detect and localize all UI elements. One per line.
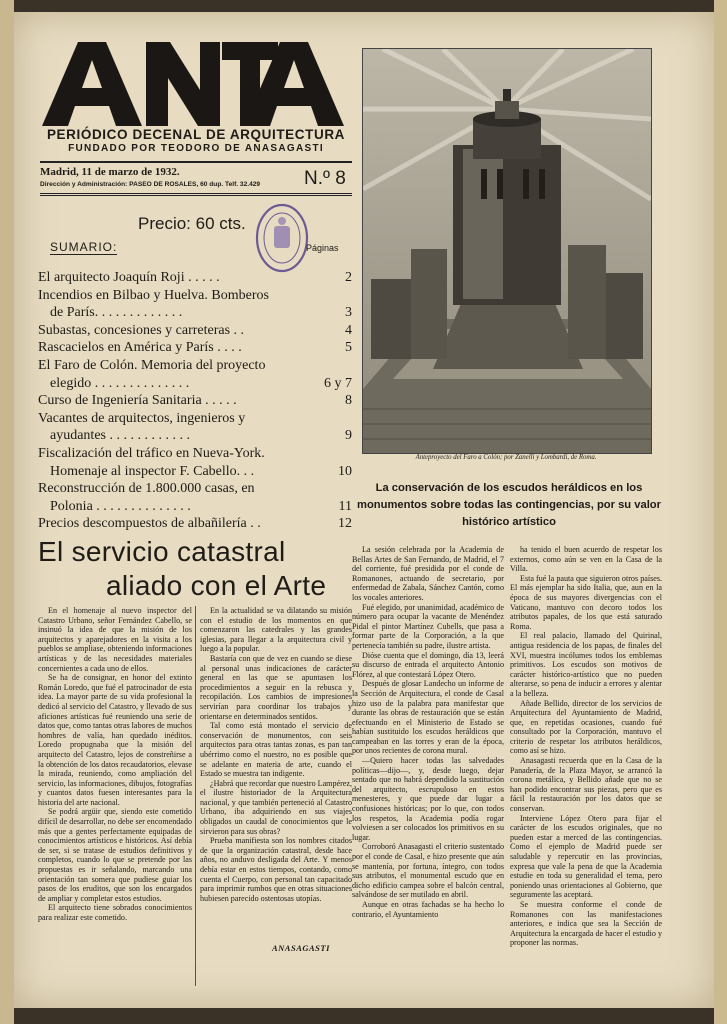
price-label: Precio: 60 cts. xyxy=(138,214,246,233)
summary-item-page: 11 xyxy=(338,498,352,514)
summary-item xyxy=(38,304,354,322)
summary-heading: SUMARIO: xyxy=(50,240,118,254)
summary-item xyxy=(38,480,354,498)
summary-item-page: 9 xyxy=(345,428,352,444)
heraldry-column-2 xyxy=(510,545,662,948)
summary-item-title: Homenaje al inspector F. Cabello. . . xyxy=(50,463,255,479)
catastro-title-line1: El servicio catastral xyxy=(38,536,286,567)
summary-item xyxy=(38,498,354,516)
newspaper-page xyxy=(14,12,714,1008)
article-paragraph: Bastaría con que de vez en cuando se diese al personal unas indicaciones de carácter general en las que se apuntasen los procedimientos a seguir en la rebusca y recopilación. Los cambios de impresiones servirían para coordinar los trabajos y orientarse en determinados sentidos. xyxy=(200,653,352,721)
summary-item-title: El arquitecto Joaquín Roji . . . . . xyxy=(38,270,220,285)
article-paragraph: Dióse cuenta que el domingo, día 13, leerá su discurso de entrada el arquitecto Antonio Flórez, al que contestará López Otero. xyxy=(352,650,504,679)
summary-item-page: 5 xyxy=(345,340,352,356)
summary-item-title: Rascacielos en América y París . . . . xyxy=(38,340,242,356)
article-paragraph: ¿Habrá que recordar que nuestro Lampérez, el ilustre historiador de la Arquitectura nacional, y que también perteneció al Catastro Urbano, iba adquiriendo en sus viajes obligados un caudal de conocimientos que le sirvieron para sus obras? xyxy=(200,778,353,836)
article-paragraph: ha tenido el buen acuerdo de respetar los externos, como aún se ven en la Casa de la Villa. xyxy=(510,545,662,574)
heraldry-headline: La conservación de los escudos heráldicos en los monumentos sobre todas las contingencias, por su valor histórico artístico xyxy=(357,482,661,528)
article-paragraph: Añade Bellido, director de los servicios de Arquitectura del Ayuntamiento de Madrid, que, en repetidas ocasiones, cuando fué consultado por la Corporación, mantuvo el criterio de respetar los atributos heráldicos, como así se hizo. xyxy=(510,698,662,756)
summary-item xyxy=(38,445,354,463)
lighthouse-illustration xyxy=(362,48,652,454)
summary-item-page: 6 y 7 xyxy=(324,375,352,391)
issue-number: N.º 8 xyxy=(304,168,346,189)
issue-date: Madrid, 11 de marzo de 1932. xyxy=(40,166,180,178)
masthead-double-rule xyxy=(40,193,352,196)
summary-item xyxy=(38,287,354,305)
article-paragraph: Esta fué la pauta que siguieron otros países. El más ejemplar ha sido Italia, que, aun en la época de sus mayores divergencias con el Vaticano, mantuvo con decoro todos los atributos papales, de los que está saturado Roma. xyxy=(510,573,662,631)
article-paragraph: Se muestra conforme el conde de Romanones con las manifestaciones anteriores, e indica que sea la Sección de Arquitectura la encargada de hacer el estudio y proponer las normas. xyxy=(510,899,662,948)
summary-item xyxy=(38,463,354,481)
summary-item xyxy=(38,427,354,445)
summary-item xyxy=(38,339,354,357)
summary-item-page: 3 xyxy=(345,305,352,321)
summary-item-page: 4 xyxy=(345,322,352,338)
illustration-caption: Anteproyecto del Faro a Colón; por Zanelli y Lombardi, de Roma. xyxy=(415,454,597,461)
summary-item-page: 12 xyxy=(338,516,352,532)
summary-item-title: Curso de Ingeniería Sanitaria . . . . . xyxy=(38,393,237,409)
summary-item-page: 2 xyxy=(345,270,352,285)
summary-item-title: Incendios en Bilbao y Huelva. Bomberos xyxy=(38,287,269,303)
page-edge-right xyxy=(714,0,727,1024)
summary-item-title: de París. . . . . . . . . . . . . xyxy=(50,305,183,321)
library-stamp-icon xyxy=(254,202,310,274)
article-paragraph: Tal como está montado el servicio de conservación de monumentos, con seis arquitectos para otras tantas zonas, es pan tan ubérrimo como el nuestro, no es posible que se adelante en materia de arte, cuando el Estado se muestra tan indigente. xyxy=(200,721,352,779)
article-paragraph: El arquitecto tiene sobrados conocimientos para realizar este cometido. xyxy=(38,903,192,922)
article-paragraph: Aunque en otras fachadas se ha hecho lo contrario, el Ayuntamiento xyxy=(352,899,504,919)
article-paragraph: Corroboró Anasagasti el criterio sustentado por el conde de Casal, e hizo presente que aún se mantenía, por fortuna, íntegro, con todos sus atributos, el monumental escudo que en dicho edificio campea sobre el balcón central, salvándose de ser mutilado en abril. xyxy=(352,842,504,900)
article-paragraph: Fué elegido, por unanimidad, académico de número para ocupar la vacante de Menéndez Pidal el pintor Martínez Cubells, que pasa a formar parte de la Corporación, a la que pertenecía también su padre, ilustre artista. xyxy=(352,602,504,650)
summary-item xyxy=(38,392,354,410)
pages-heading: Páginas xyxy=(306,243,339,253)
article-paragraph: Anasagasti recuerda que en la Casa de la Panadería, de la Plaza Mayor, se arrancó la corona metálica, y Bellido añade que no se han podido encontrar sus piezas, pero que es fácil la restauración por los datos que se conservan. xyxy=(510,756,662,814)
table-of-contents xyxy=(38,269,354,533)
article-paragraph: La sesión celebrada por la Academia de Bellas Artes de San Fernando, de Madrid, el 7 del corriente, fué presidida por el conde de Romanones, actuando de secretario, por enfermedad de Zabala, Sánchez Cantón, como los vocales anteriores. xyxy=(352,545,504,602)
summary-item-title: Subastas, concesiones y carreteras . . xyxy=(38,322,245,338)
article-paragraph: En el homenaje al nuevo inspector del Catastro Urbano, señor Fernández Cabello, se insinuó la idea de que la misión de los arquitectos y aparejadores en la visita a los pueblos se ampliase, obteniendo informaciones artísticas y de las necesidades materiales concernientes a cada uno de ellos. xyxy=(38,606,192,673)
article-signature: ANASAGASTI xyxy=(272,943,330,953)
summary-item xyxy=(38,515,354,533)
article-paragraph: Se ha de consignar, en honor del extinto Román Loredo, que fué el patrocinador de esta idea. La mayor parte de su vida profesional la dedicó al servicio del Catastro, y llevado de sus aficiones artísticas fué reuniendo una serie de datos que, como tantas otras labores de muchos hombres de valía, han quedado inéditos. Loredo propugnaba que la misión del arquitecto del Catastro, lejos de constreñirse a la obtención de los datos recaudatorios, elevase la mirada, reuniendo, como ampliación del servicio, las informaciones, dibujos, fotografías y cuantos datos fuesen interesantes para la historia del arte nacional. xyxy=(38,673,192,807)
column-divider xyxy=(195,606,196,986)
administration-address: Dirección y Administración: PASEO DE ROSALES, 60 dup. Telf. 32.429 xyxy=(40,181,261,188)
summary-item-title: elegido . . . . . . . . . . . . . . xyxy=(50,375,190,391)
catastro-column-2 xyxy=(200,606,352,903)
masthead-founder: FUNDADO POR TEODORO DE ANASAGASTI xyxy=(68,143,324,154)
article-paragraph: Después de glosar Landecho un informe de la Sección de Arquitectura, el conde de Casal hizo uso de la palabra para manifestar que durante las obras de restauración que se están efectuando en el Ministerio de Estado se habían sustituido los escudos heráldicos que campeaban en las torres y eran de la época, por unos recientes de corona mural. xyxy=(352,679,504,756)
catastro-column-1 xyxy=(38,606,192,923)
summary-item-title: Polonia . . . . . . . . . . . . . . xyxy=(50,498,191,514)
summary-item-page: 8 xyxy=(345,393,352,409)
article-paragraph: Prueba manifiesta son los nombres citados de que la organización catastral, desde hace años, no anduvo desligada del Arte. Y menos debía estar en estos tiempos, contando, como cuenta el Cuerpo, con personal tan capacitado para imprimir rumbos que en otras situaciones hubiesen parecido ostentosas utopías. xyxy=(200,836,352,903)
masthead-subtitle: PERIÓDICO DECENAL DE ARQUITECTURA xyxy=(46,127,346,142)
summary-item xyxy=(38,410,354,428)
catastro-title-line2: aliado con el Arte xyxy=(106,570,327,601)
summary-item-page: 10 xyxy=(338,463,352,479)
masthead-divider xyxy=(40,161,352,163)
article-paragraph: —Quiero hacer todas las salvedades políticas—dijo—, y, desde luego, dejar sentado que no habrá dependido la sustitución del arquitecto, escrupuloso en estos menesteres, y que puede dar lugar a confusiones históricas; por lo que, con todos los respetos, la Academia podía rogar volviesen a ser colocados los primitivos en su lugar. xyxy=(352,756,504,842)
summary-item-title: Reconstrucción de 1.800.000 casas, en xyxy=(38,481,255,497)
article-paragraph: El real palacio, llamado del Quirinal, antigua residencia de los papas, de finales del XVI, muestra incólumes todos los emblemas primitivos. Los escudos son motivos de carácter histórico-artístico que no pueden alterarse, so pena de inducir a errores y alentar a la belleza. xyxy=(510,631,662,698)
summary-item xyxy=(38,322,354,340)
summary-item-title: ayudantes . . . . . . . . . . . . xyxy=(50,428,190,444)
article-paragraph: En la actualidad se va dilatando su misión con el estudio de los momentos en que comenzaron las catedrales y las grandes iglesias, para llegar a la arquitectura civil y luego a la popular. xyxy=(200,606,352,654)
summary-item xyxy=(38,375,354,393)
heraldry-column-1 xyxy=(352,545,504,919)
summary-item-title: El Faro de Colón. Memoria del proyecto xyxy=(38,357,266,373)
anta-logo xyxy=(42,42,344,126)
summary-item-title: Vacantes de arquitectos, ingenieros y xyxy=(38,410,246,426)
article-paragraph: Interviene López Otero para fijar el carácter de los escudos originales, que no pueden estar a merced de las contingencias. Como el ejemplo de Madrid puede ser saludable y repercutir en las provincias, expresa que vale la pena de que la Academia estudie en toda su generalidad el tema, pero poniendo unas orientaciones al Gobierno, que seguramente las aceptará. xyxy=(510,813,662,900)
article-paragraph: Se podrá argüir que, siendo este cometido difícil de desarrollar, no debe ser encomendado más que a gentes perfectamente equipadas de conocimientos artísticos e históricos. Así debía de ser, si se tratase de estudios definitivos y completos, cuando lo que se pretende por las propuestas es ir señalando, marcando una orientación tan somera que pudiese guiar los pasos de los eruditos, que son los encargados de ampliar y completar estos estudios. xyxy=(38,807,192,903)
summary-item-title: Fiscalización del tráfico en Nueva-York. xyxy=(38,445,265,461)
page-edge-left xyxy=(0,0,14,1024)
summary-item xyxy=(38,357,354,375)
summary-item xyxy=(38,269,354,287)
summary-item-title: Precios descompuestos de albañilería . . xyxy=(38,516,261,532)
